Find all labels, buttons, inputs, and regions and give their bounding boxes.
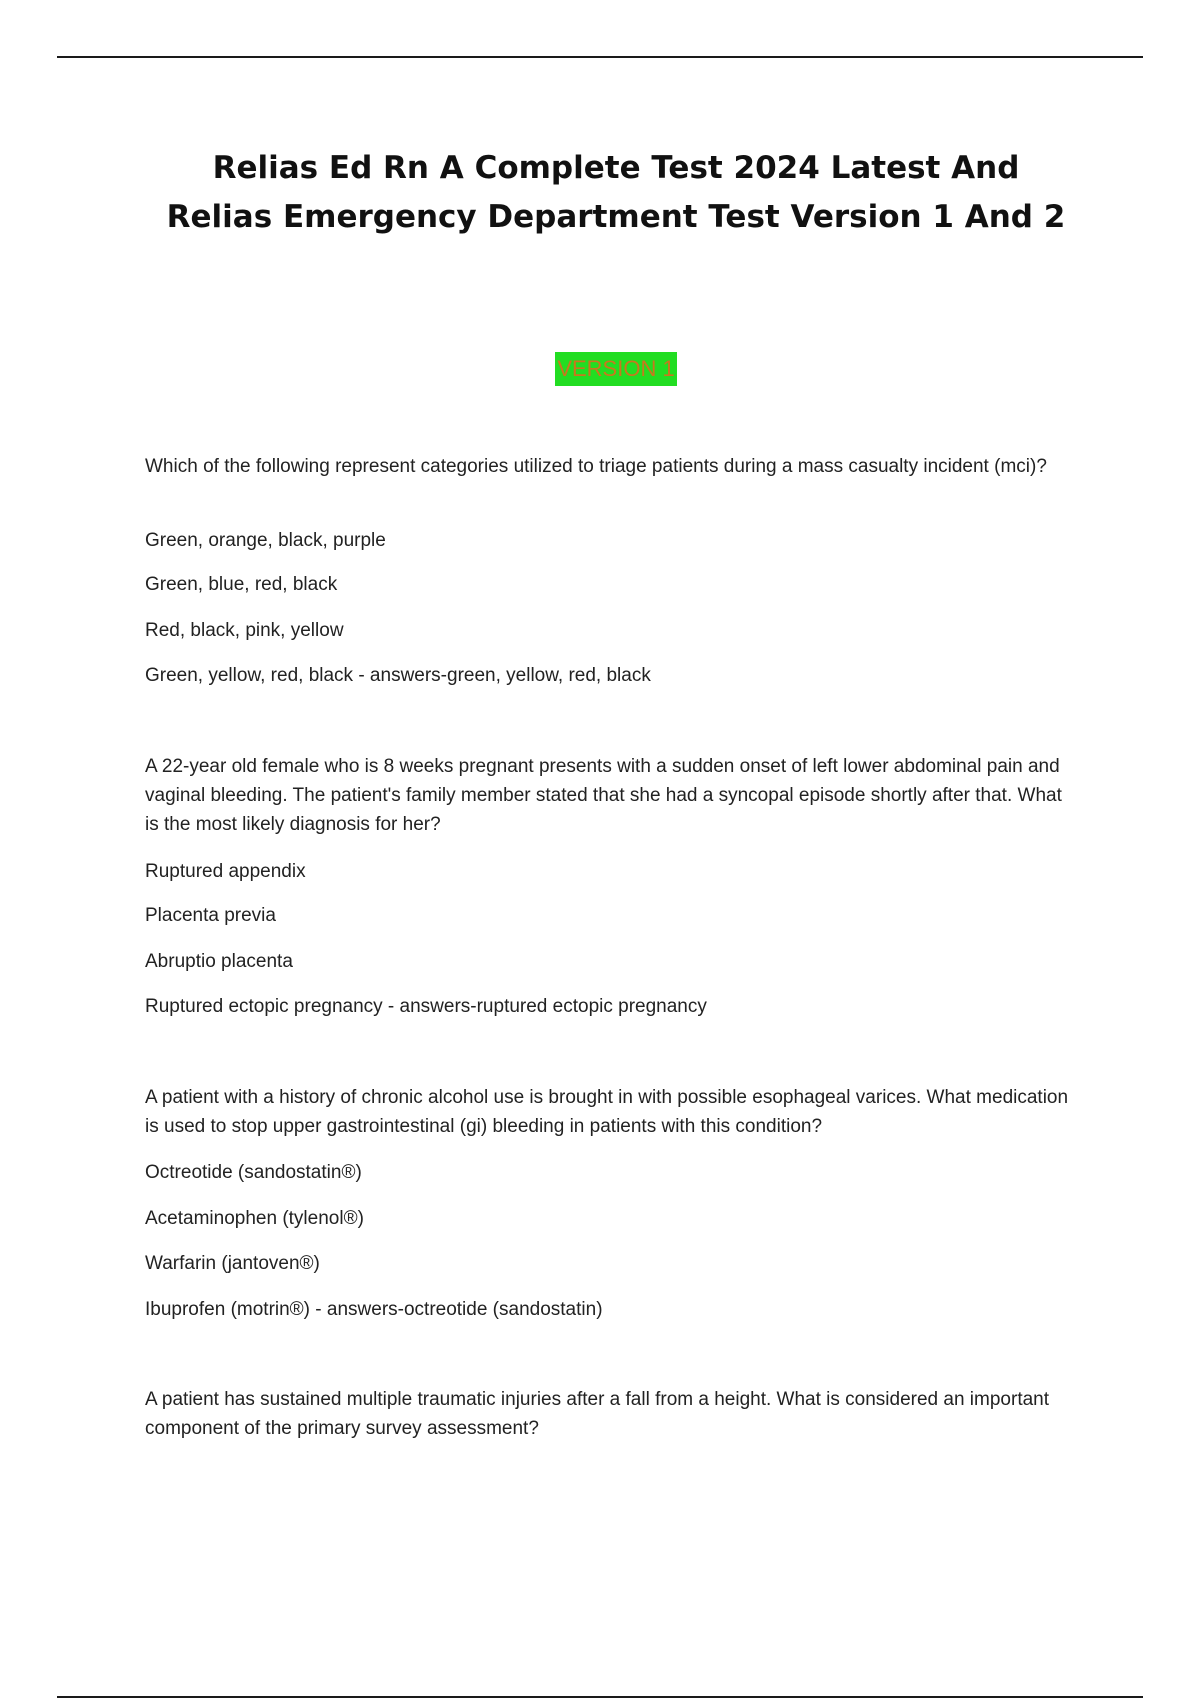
version-heading <box>0 352 1200 386</box>
question-1-option-2: Green, blue, red, black <box>145 574 338 595</box>
question-2-option-2: Placenta previa <box>145 905 276 926</box>
question-4-prompt: A patient has sustained multiple traumatic injuries after a fall from a height. What is considered an important component of the primary survey assessment? <box>145 1389 1050 1439</box>
question-2-prompt: A 22-year old female who is 8 weeks pregnant presents with a sudden onset of left lower abdominal pain and vaginal bleeding. The patient's family member stated that she had a syncopal episode shortly after that. What is the most likely diagnosis for her? <box>145 756 1062 835</box>
title-line-2: Relias Emergency Department Test Version 1 And 2 <box>166 199 1066 235</box>
question-1-option-4-answer: Green, yellow, red, black - answers-green, yellow, red, black <box>145 665 651 686</box>
question-3-option-4-answer: Ibuprofen (motrin®) - answers-octreotide (sandostatin) <box>145 1299 603 1320</box>
question-3-option-2: Acetaminophen (tylenol®) <box>145 1208 364 1229</box>
title-line-1: Relias Ed Rn A Complete Test 2024 Latest And <box>212 150 1020 186</box>
question-1-option-1: Green, orange, black, purple <box>145 530 386 551</box>
question-3-option-1: Octreotide (sandostatin®) <box>145 1162 362 1183</box>
question-1-prompt: Which of the following represent categories utilized to triage patients during a mass casualty incident (mci)? <box>145 456 1047 477</box>
footer-rule <box>57 1696 1143 1698</box>
version-badge: VERSION 1 <box>555 352 676 386</box>
question-2-option-4-answer: Ruptured ectopic pregnancy - answers-ruptured ectopic pregnancy <box>145 996 707 1017</box>
document-title <box>100 144 1132 242</box>
question-1-option-3: Red, black, pink, yellow <box>145 620 344 641</box>
question-3-prompt: A patient with a history of chronic alcohol use is brought in with possible esophageal varices. What medication is used to stop upper gastrointestinal (gi) bleeding in patients with this condition? <box>145 1087 1069 1137</box>
question-2-option-3: Abruptio placenta <box>145 951 293 972</box>
question-3-option-3: Warfarin (jantoven®) <box>145 1253 320 1274</box>
header-rule <box>57 56 1143 58</box>
question-2-option-1: Ruptured appendix <box>145 861 306 882</box>
